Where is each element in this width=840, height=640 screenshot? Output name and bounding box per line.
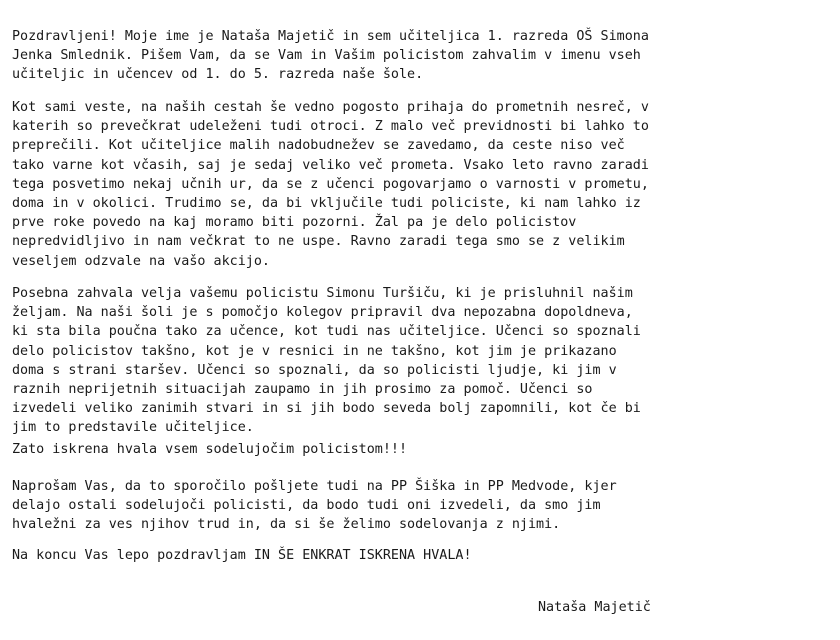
text-line: veseljem odzvale na vašo akcijo. <box>12 253 270 269</box>
text-line: Naprošam Vas, da to sporočilo pošljete tudi na PP Šiška in PP Medvode, kjer <box>12 479 617 494</box>
text-line: jim to predstavile učiteljice. <box>12 420 254 436</box>
text-line: nepredvidljivo in nam večkrat to ne uspe. Ravno zaradi tega smo se z velikim <box>12 234 625 250</box>
text-line: doma s strani staršev. Učenci so spoznali, da so policisti ljudje, ki jim v <box>12 362 617 378</box>
text-line: preprečili. Kot učiteljice malih nadobudnežev se zavedamo, da ceste niso več <box>12 138 625 154</box>
text-line: doma in v okolici. Trudimo se, da bi vključile tudi policiste, ki nam lahko iz <box>12 195 641 211</box>
text-line: Posebna zahvala velja vašemu policistu Simonu Turšiču, ki je prisluhnil našim <box>12 286 633 301</box>
text-line: ki sta bila poučna tako za učence, kot tudi nas učiteljice. Učenci so spoznali <box>12 324 641 340</box>
text-line: Kot sami veste, na naših cestah še vedno pogosto prihaja do prometnih nesreč, v <box>12 100 649 115</box>
request-paragraph <box>12 477 836 535</box>
text-line: delo policistov takšno, kot je v resnici in ne takšno, kot jim je prikazano <box>12 343 617 359</box>
text-line: raznih neprijetnih situacijah zaupamo in jih prosimo za pomoč. Učenci so <box>12 381 593 397</box>
text-line: Na koncu Vas lepo pozdravljam IN ŠE ENKRAT ISKRENA HVALA! <box>12 548 472 563</box>
text-line: Zato iskrena hvala vsem sodelujočim policistom!!! <box>12 442 408 457</box>
text-line: tako varne kot včasih, saj je sedaj veliko več prometa. Vsako leto ravno zaradi <box>12 157 649 173</box>
closing-paragraph <box>12 546 836 565</box>
greeting-paragraph <box>12 27 836 85</box>
text-line: učiteljic in učencev od 1. do 5. razreda naše šole. <box>12 67 424 83</box>
text-line: izvedeli veliko zanimih stvari in si jih bodo seveda bolj zapomnili, kot če bi <box>12 401 641 417</box>
text-line: katerih so prevečkrat udeleženi tudi otroci. Z malo več previdnosti bi lahko to <box>12 119 649 135</box>
traffic-safety-paragraph <box>12 98 836 271</box>
signature: Nataša Majetič <box>538 600 651 615</box>
text-line: Jenka Smlednik. Pišem Vam, da se Vam in Vašim policistom zahvalim v imenu vseh <box>12 48 641 64</box>
text-line: prve roke povedo na kaj moramo biti pozorni. Žal pa je delo policistov <box>12 215 577 231</box>
text-line: željam. Na naši šoli je s pomočjo kolegov pripravil dva nepozabna dopoldneva, <box>12 305 633 321</box>
text-line: Pozdravljeni! Moje ime je Nataša Majetič in sem učiteljica 1. razreda OŠ Simona <box>12 29 649 44</box>
thanks-line-paragraph <box>12 440 836 459</box>
text-line: tega posvetimo nekaj učnih ur, da se z učenci pogovarjamo o varnosti v prometu, <box>12 176 649 192</box>
text-line: hvaležni za ves njihov trud in, da si še želimo sodelovanja z njimi. <box>12 517 561 533</box>
special-thanks-paragraph <box>12 284 836 438</box>
text-line: delajo ostali sodelujoči policisti, da bodo tudi oni izvedeli, da smo jim <box>12 498 601 514</box>
